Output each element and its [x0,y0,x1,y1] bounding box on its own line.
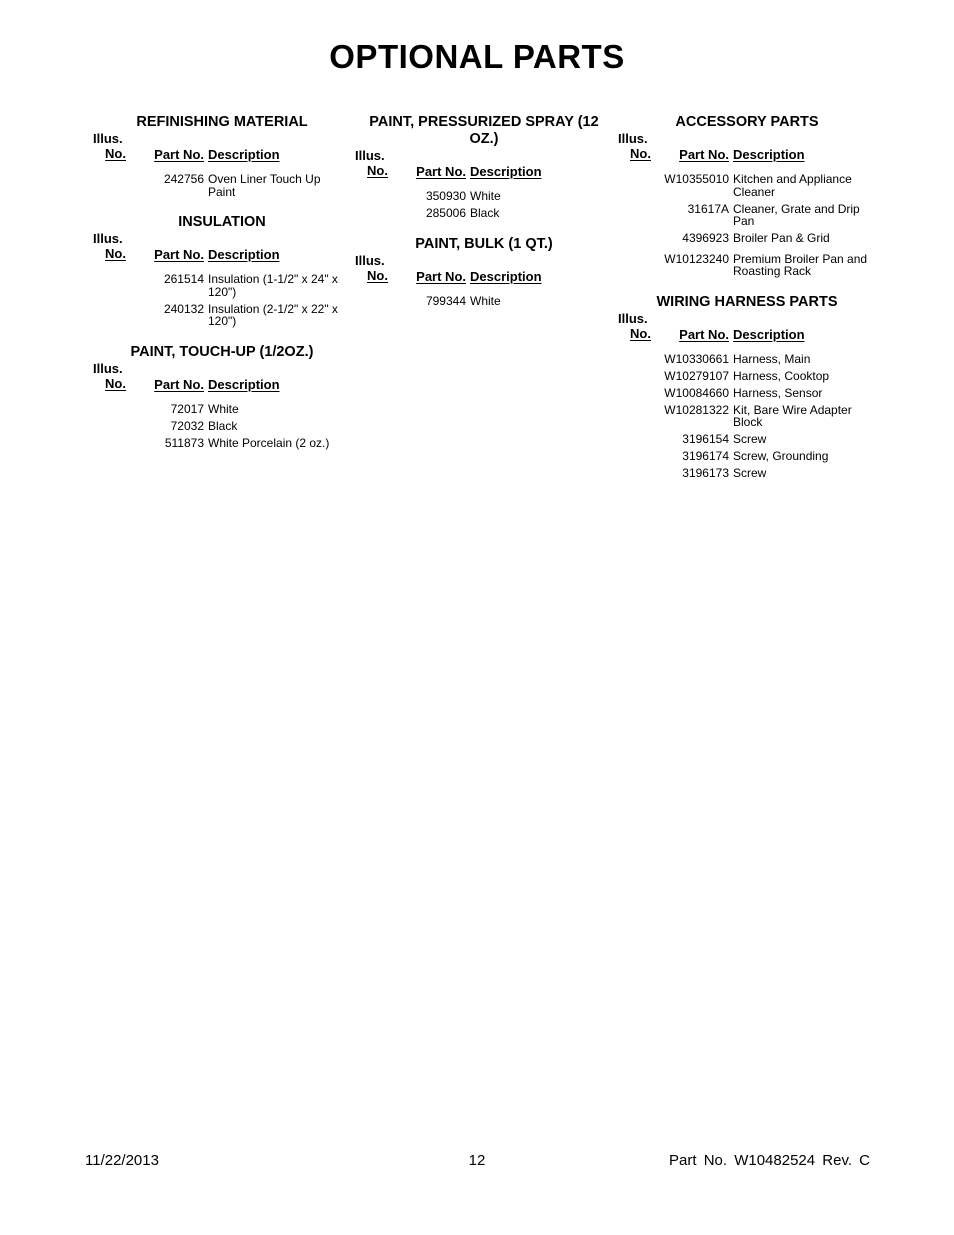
part-number: 72017 [170,401,204,416]
part-no-header: Part No. [679,326,729,342]
footer-part-revision: Part No. W10482524 Rev. C [669,1152,870,1169]
table-header [354,253,614,285]
part-number: 3196173 [682,466,729,480]
part-number: 261514 [163,272,204,286]
part-number: 4396923 [682,231,729,245]
part-number: 72032 [170,418,204,433]
table-header [92,361,352,393]
table-row [617,353,877,366]
part-number: 511873 [164,435,204,450]
illus-header: Illus. [93,231,123,246]
part-number: 240132 [163,301,204,316]
illus-no-header: No. [367,163,388,178]
illus-header: Illus. [355,148,385,163]
section-title: PAINT, PRESSURIZED SPRAY (12 OZ.) [369,114,599,147]
part-number: 350930 [425,189,466,203]
section-paint-pressurized-spray [354,114,614,220]
table-row [354,295,614,308]
part-no-header: Part No. [679,147,729,162]
section-title: ACCESSORY PARTS [675,114,819,130]
part-description: Screw [733,432,767,446]
parts-column-2 [354,114,614,323]
part-description: Harness, Main [733,351,811,366]
section-title: PAINT, TOUCH-UP (1/2OZ.) [130,343,314,360]
part-description: Black [208,418,238,433]
part-number: 3196154 [682,432,729,446]
table-row [92,437,352,450]
section-title: INSULATION [178,214,266,230]
table-row [617,253,877,278]
footer-page-number: 12 [468,1152,486,1169]
section-insulation [92,214,352,328]
part-number: W10281322 [664,402,729,417]
part-description: Kit, Bare Wire Adapter Block [733,402,852,429]
illus-no-header: No. [105,246,126,261]
part-number: 242756 [163,172,204,186]
part-description: Oven Liner Touch Up Paint [208,172,321,199]
part-description: White [470,189,501,203]
illus-no-header: No. [630,146,651,161]
part-number: W10330661 [664,351,729,366]
part-number: W10084660 [664,385,729,400]
illus-no-header: No. [105,146,126,161]
table-row [617,433,877,446]
table-row [617,232,877,245]
description-header: Description [470,164,542,179]
part-description: Harness, Cooktop [733,368,830,383]
part-number: 799344 [425,293,466,308]
part-description: Screw, Grounding [733,449,829,463]
description-header: Description [470,268,542,284]
part-description: White Porcelain (2 oz.) [208,435,330,450]
section-paint-touch-up [92,344,352,450]
part-description: Kitchen and Appliance Cleaner [733,172,852,199]
part-description: White [470,293,501,308]
illus-header: Illus. [355,252,385,268]
section-title: WIRING HARNESS PARTS [656,293,838,310]
part-description: Screw [733,466,767,480]
section-refinishing-material [92,114,352,198]
part-number: W10355010 [664,172,729,186]
description-header: Description [208,247,280,262]
table-row [617,387,877,400]
description-header: Description [208,376,280,392]
part-description: Harness, Sensor [733,385,823,400]
table-row [92,420,352,433]
part-description: Premium Broiler Pan and Roasting Rack [733,251,868,278]
part-description: Broiler Pan & Grid [733,231,830,245]
part-description: Cleaner, Grate and Drip Pan [733,201,860,228]
table-row [617,370,877,383]
description-header: Description [733,147,805,162]
part-no-header: Part No. [154,247,204,262]
illus-header: Illus. [93,131,123,146]
illus-header: Illus. [618,131,648,146]
part-description: Black [470,206,500,220]
table-row [92,303,352,328]
section-paint-bulk [354,236,614,308]
table-header [354,148,614,180]
table-header [617,131,877,163]
parts-column-3 [617,114,877,496]
part-number: 31617A [687,201,729,216]
part-no-header: Part No. [416,164,466,179]
section-title: REFINISHING MATERIAL [136,114,308,130]
section-accessory-parts [617,114,877,278]
part-number: 3196174 [682,449,729,463]
part-description: Insulation (2-1/2" x 22" x 120") [208,301,338,328]
section-wiring-harness-parts [617,294,877,480]
description-header: Description [733,326,805,342]
table-row [617,173,877,198]
part-no-header: Part No. [154,376,204,392]
section-title: PAINT, BULK (1 QT.) [415,235,553,252]
table-row [617,467,877,480]
table-row [92,173,352,198]
table-row [354,207,614,220]
table-header [92,231,352,263]
illus-header: Illus. [93,360,123,376]
table-row [354,190,614,203]
illus-header: Illus. [618,310,648,326]
table-row [617,404,877,429]
parts-column-1 [92,114,352,465]
part-no-header: Part No. [416,268,466,284]
table-row [92,273,352,298]
illus-no-header: No. [105,375,126,391]
part-description: White [208,401,239,416]
footer-date: 11/22/2013 [85,1152,159,1169]
illus-no-header: No. [630,325,651,341]
table-header [92,131,352,163]
part-number: W10123240 [664,251,729,266]
table-row [92,403,352,416]
part-description: Insulation (1-1/2" x 24" x 120") [208,272,338,299]
description-header: Description [208,147,280,162]
part-number: W10279107 [664,368,729,383]
part-number: 285006 [425,206,466,220]
table-row [617,450,877,463]
page-title: OPTIONAL PARTS [329,38,625,75]
illus-no-header: No. [367,267,388,283]
table-header [617,311,877,343]
table-row [617,203,877,228]
part-no-header: Part No. [154,147,204,162]
